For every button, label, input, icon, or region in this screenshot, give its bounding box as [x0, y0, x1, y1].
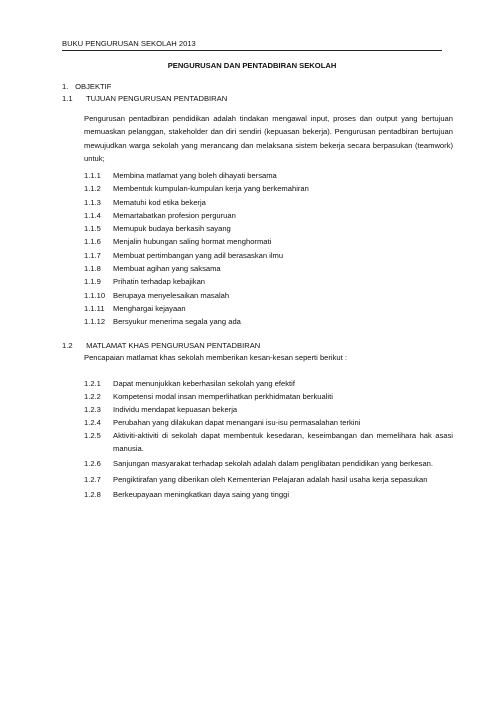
paragraph-matlamat: Pencapaian matlamat khas sekolah memberikan kesan-kesan seperti berikut : [84, 353, 347, 362]
list-item: 1.2.1 Dapat menunjukkan keberhasilan sekolah yang efektif [84, 379, 295, 388]
list-item: 1.2.6 Sanjungan masyarakat terhadap sekolah adalah dalam penglibatan pendidikan yang berkesan. [84, 459, 434, 468]
subsection-label: TUJUAN PENGURUSAN PENTADBIRAN [85, 94, 228, 103]
document-title: PENGURUSAN DAN PENTADBIRAN SEKOLAH [167, 61, 337, 70]
subsection-label: MATLAMAT KHAS PENGURUSAN PENTADBIRAN [86, 341, 261, 350]
subsection-heading-1-2 [62, 341, 260, 351]
list-item: 1.2.2 Kompetensi modal insan memperlihatkan perkhidmatan berkualiti [84, 392, 333, 401]
section-label: OBJEKTIF [75, 82, 112, 91]
list-item: 1.2.8 Berkeupayaan meningkatkan daya saing yang tinggi [84, 490, 290, 499]
list-item: 1.1.8 Membuat agihan yang saksama [84, 264, 221, 274]
section-heading-objektif [62, 82, 111, 92]
list-item: 1.1.6 Menjalin hubungan saling hormat menghormati [84, 237, 272, 247]
paragraph-tujuan: Pengurusan pentadbiran pendidikan adalah tindakan mengawal input, proses dan output yang bertujuan memuaskan pelanggan, stakeholder dan diri sendiri (kepuasan bekerja). Pengurusan pentadbiran bertujuan mewujudkan warga sekolah yang merancang dan melaksana sistem bekerja secara berpasukan (teamwork) untuk; [84, 114, 453, 163]
list-item: 1.1.5 Memupuk budaya berkasih sayang [84, 224, 231, 234]
subsection-number: 1.1 [62, 94, 73, 103]
list-item: 1.1.10 Berupaya menyelesaikan masalah [84, 290, 230, 300]
subsection-number: 1.2 [62, 341, 73, 350]
list-item: 1.2.3 Individu mendapat kepuasan bekerja [84, 405, 238, 414]
list-item: 1.1.11 Menghargai kejayaan [84, 303, 186, 313]
list-item: 1.1.9 Prihatin terhadap kebajikan [84, 277, 206, 287]
list-item: 1.1.1 Membina matlamat yang boleh dihayati bersama [84, 171, 277, 180]
list-item: 1.1.2 Membentuk kumpulan-kumpulan kerja yang berkemahiran [84, 184, 309, 194]
list-tujuan [84, 169, 453, 329]
list-item: 1.1.7 Membuat pertimbangan yang adil berasaskan ilmu [84, 250, 284, 260]
list-item: 1.1.4 Memartabatkan profesion perguruan [84, 210, 236, 220]
list-matlamat [84, 378, 453, 505]
list-item: 1.2.4 Perubahan yang dilakukan dapat menangani isu-isu permasalahan terkini [84, 418, 361, 427]
list-item: 1.2.5 Aktiviti-aktiviti di sekolah dapat membentuk kesedaran, keseimbangan dan memelihara hak asasi manusia. [84, 431, 453, 453]
section-number: 1. [62, 82, 69, 91]
subsection-heading-1-1 [62, 94, 227, 104]
running-header: BUKU PENGURUSAN SEKOLAH 2013 [62, 39, 442, 51]
list-item: 1.1.12 Bersyukur menerima segala yang ada [84, 317, 241, 327]
list-item: 1.2.7 Pengiktirafan yang diberikan oleh Kementerian Pelajaran adalah hasil usaha kerja sepasukan [84, 474, 428, 484]
list-item: 1.1.3 Mematuhi kod etika bekerja [84, 197, 206, 207]
